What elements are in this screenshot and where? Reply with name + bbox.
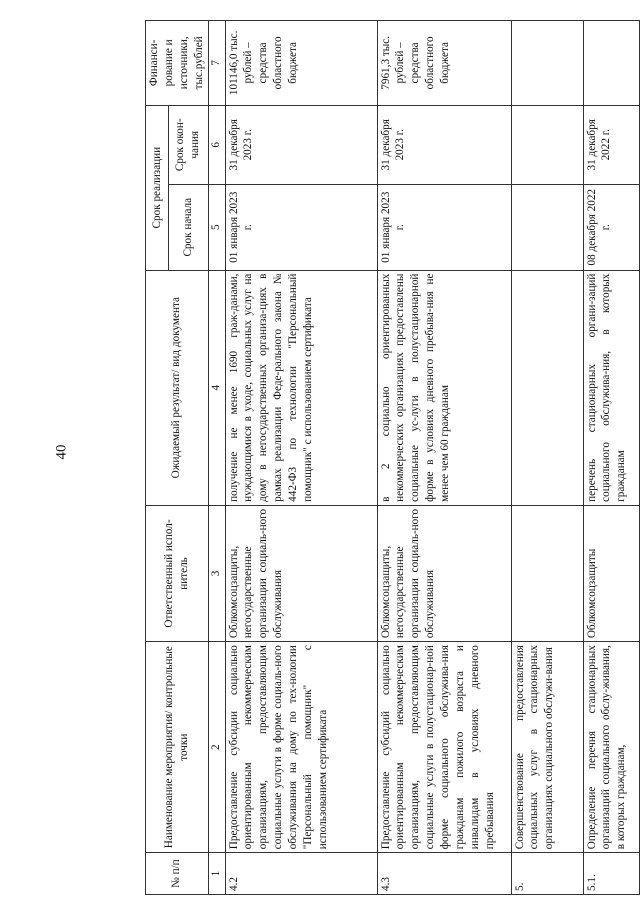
executor: Облкомсоцзащиты, негосударственные организации социаль-ного обслуживания [377, 505, 511, 641]
column-number: 3 [208, 505, 225, 641]
rotated-page-content [145, 20, 628, 895]
row-number: 5.1. [583, 853, 639, 895]
column-number: 6 [208, 105, 225, 184]
column-number: 7 [208, 21, 225, 106]
header-activity-name: Наименование мероприятия/ контрольные точки [146, 642, 209, 853]
executor [511, 505, 583, 641]
financing [583, 21, 639, 106]
header-start-date: Срок начала [169, 184, 208, 270]
column-number: 2 [208, 642, 225, 853]
activities-table [145, 20, 640, 895]
expected-result: перечень стационарных органи-заций социального обслужива-ния, в которых гражданам [583, 270, 639, 505]
start-date: 08 декабря 2022 г. [583, 184, 639, 270]
header-end-date: Срок окон-чания [169, 105, 208, 184]
header-expected-result: Ожидаемый результат/ вид документа [146, 270, 209, 505]
executor: Облкомсоцзащиты, негосударственные организации социаль-ного обслуживания [225, 505, 377, 641]
column-number-row [208, 21, 225, 895]
table-row [225, 21, 377, 895]
executor: Облкомсоцзащиты [583, 505, 639, 641]
end-date: 31 декабря 2023 г. [225, 105, 377, 184]
table-row [583, 21, 639, 895]
expected-result [511, 270, 583, 505]
row-number: 4.3 [377, 853, 511, 895]
activity-name: Определение перечня стационарных организаций социального обслу-живания, в которых гражданам, [583, 642, 639, 853]
row-number: 5. [511, 853, 583, 895]
financing: 101146,0 тыс. рублей – средства областного бюджета [225, 21, 377, 106]
start-date [511, 184, 583, 270]
header-implementation-period: Срок реализации [146, 105, 169, 270]
start-date: 01 января 2023 г. [225, 184, 377, 270]
row-number: 4.2 [225, 853, 377, 895]
end-date: 31 декабря 2023 г. [377, 105, 511, 184]
expected-result: получение не менее 1690 граж-данами, нуждающимися в уходе, социальных услуг на дому в негосударственных организа-циях в рамках реализации Феде-рального закона № 442-ФЗ по технологии "Персональный помощник" с использованием сертификата [225, 270, 377, 505]
activity-name: Совершенствование предоставления социальных услуг в стационарных организациях социального обслужи-вания [511, 642, 583, 853]
header-financing: Финанси-рование и источники, тыс.рублей [146, 21, 209, 106]
column-number: 4 [208, 270, 225, 505]
activity-name: Предоставление субсидии социально ориентированным некоммерческим организациям, предоставляющим социальные услуги в форме социаль-ного обслуживания на дому по тех-нологии "Персональный помощник" с использованием сертификата [225, 642, 377, 853]
header-executor: Ответственный испол-нитель [146, 505, 209, 641]
end-date: 31 декабря 2022 г. [583, 105, 639, 184]
financing: 7961,3 тыс. рублей – средства областного бюджета [377, 21, 511, 106]
financing [511, 21, 583, 106]
header-num: № п/п [146, 853, 209, 895]
table-row [377, 21, 511, 895]
activity-name: Предоставление субсидий социально ориентированным некоммерческим организациям, предоставляющим социальные услуги в полустационар-ной форме социального обслужива-ния гражданам пожилого возраста и инвалидам в условиях дневного пребывания [377, 642, 511, 853]
page-number: 40 [53, 444, 70, 460]
end-date [511, 105, 583, 184]
column-number: 1 [208, 853, 225, 895]
table-row [511, 21, 583, 895]
column-number: 5 [208, 184, 225, 270]
expected-result: в 2 социально ориентированных некоммерческих организациях предоставлены социальные ус-луги в полустационарной форме в условиях дневного пребыва-ния не менее чем 60 гражданам [377, 270, 511, 505]
start-date: 01 января 2023 г. [377, 184, 511, 270]
